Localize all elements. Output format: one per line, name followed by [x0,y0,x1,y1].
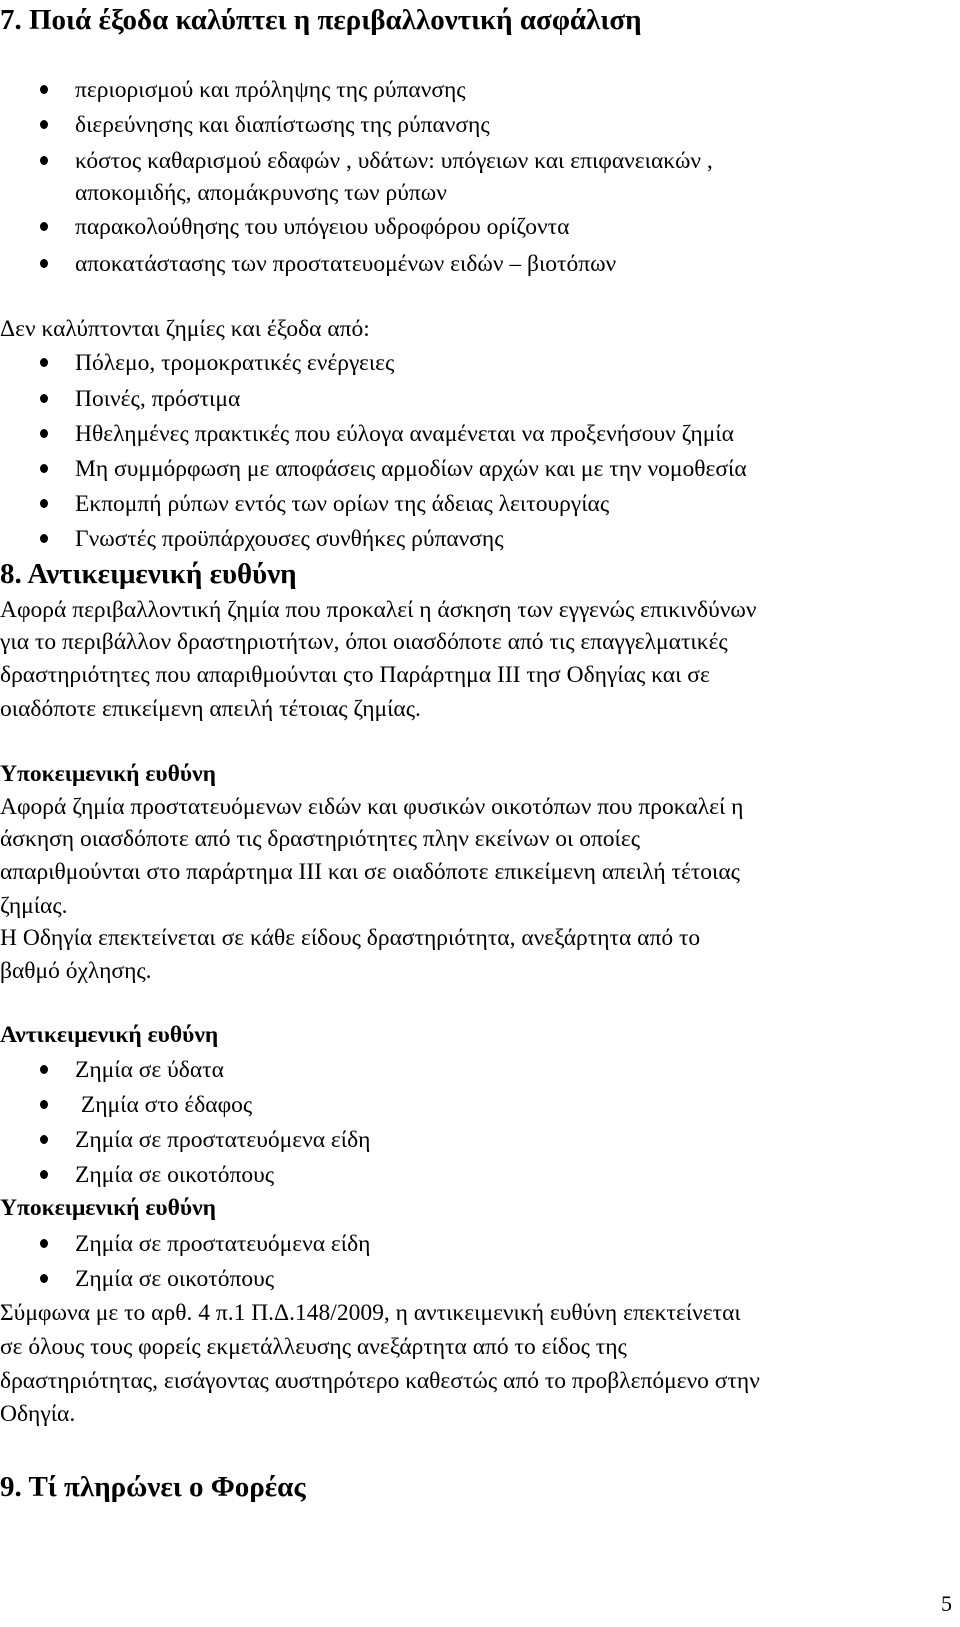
paragraph-line: Η Οδηγία επεκτείνεται σε κάθε είδους δραστηριότητα, ανεξάρτητα από το [0,925,701,951]
exclusions-heading: Δεν καλύπτονται ζημίες και έξοδα από: [0,316,370,342]
paragraph-line: ζημίας. [0,893,68,919]
paragraph-line: δραστηριότητες που απαριθμούνται ςτο Παράρτημα ΙΙΙ τησ Οδηγίας και σε [0,662,710,688]
document-page: 7. Ποιά έξοδα καλύπτει η περιβαλλοντική ασφάλιση περιορισμού και πρόληψης της ρύπανσης διερεύνησης και διαπίστωσης της ρύπανσης κόστος καθαρισμού εδαφών , υδάτων: υπόγειων και επιφανειακών , αποκομιδής, απομάκρυνσης των ρύπων παρακολούθησης του υπόγειου υδροφόρου ορίζοντα αποκατάστασης των προστατευομένων ειδών – βιοτόπων Δεν καλύπτονται ζημίες και έξοδα από: Πόλεμο, τρομοκρατικές ενέργειες Ποινές, πρόστιμα Ηθελημένες πρακτικές που εύλογα αναμένεται να προξενήσουν ζημία Μη συμμόρφωση με αποφάσεις αρμοδίων αρχών και με την νομοθεσία Εκπομπή ρύπων εντός των ορίων της άδειας λειτουργίας Γνωστές προϋπάρχουσες συνθήκες ρύπανσης 8. Αντικειμενική ευθύνη Αφορά περιβαλλοντική ζημία που προκαλεί η άσκηση των εγγενώς επικινδύνων για το περιβάλλον δραστηριοτήτων, όποι οιασδόποτε από τις επαγγελματικές δραστηριότητες που απαριθμούνται ςτο Παράρτημα ΙΙΙ τησ Οδηγίας και σε οιαδόποτε επικείμενη απειλή τέτοιας ζημίας. Υποκειμενική ευθύνη Αφορά ζημία προστατευόμενων ειδών και φυσικών οικοτόπων που προκαλεί η άσκηση οιασδόποτε από τις δραστηριότητες πλην εκείνων οι οποίες απαριθμούνται στο παράρτημα ΙΙΙ και σε οιαδόποτε επικείμενη απειλή τέτοιας ζημίας. Η Οδηγία επεκτείνεται σε κάθε είδους δραστηριότητα, ανεξάρτητα από το βαθμό όχλησης. Αντικειμενική ευθύνη Ζημία σε ύδατα Ζημία στο έδαφος Ζημία σε προστατευόμενα είδη Ζημία σε οικοτόπους Υποκειμενική ευθύνη Ζημία σε προστατευόμενα είδη Ζημία σε οικοτόπους Σύμφωνα με το αρθ. 4 π.1 Π.Δ.148/2009, η αντικειμενική ευθύνη επεκτείνεται σε όλους τους φορείς εκμετάλλευσης ανεξάρτητα από το είδος της δραστηριότητας, εισάγοντας αυστηρότερο καθεστώς από το προβλεπόμενο στην Οδηγία. 9. Τί πληρώνει ο Φορέας 5 [0,4,952,1616]
bullet-icon [40,429,48,438]
bullet-icon [40,259,48,268]
subjective-heading: Υποκειμενική ευθύνη [0,761,216,787]
paragraph-line: σε όλους τους φορείς εκμετάλλευσης ανεξάρτητα από το είδος της [0,1334,627,1360]
paragraph-line: για το περιβάλλον δραστηριοτήτων, όποι οιασδόποτε από τις επαγγελματικές [0,629,728,655]
bullet-icon [40,156,48,165]
paragraph-line: οιαδόποτε επικείμενη απειλή τέτοιας ζημίας. [0,696,421,722]
bullet-icon [40,358,48,367]
paragraph-line: άσκηση οιασδόποτε από τις δραστηριότητες πλην εκείνων οι οποίες [0,826,641,852]
bullet-icon [40,1274,48,1283]
section-7-heading: 7. Ποιά έξοδα καλύπτει η περιβαλλοντική ασφάλιση [0,4,642,36]
bullet-icon [40,85,48,94]
bullet-icon [40,222,48,231]
bullet-icon [40,120,48,129]
paragraph-line: βαθμό όχλησης. [0,958,152,984]
bullet-icon [40,1239,48,1248]
bullet-icon [40,534,48,543]
subjective-list-heading: Υποκειμενική ευθύνη [0,1195,216,1221]
paragraph-line: απαριθμούνται στο παράρτημα ΙΙΙ και σε οιαδόποτε επικείμενη απειλή τέτοιας [0,859,740,885]
paragraph-line: Αφορά περιβαλλοντική ζημία που προκαλεί η άσκηση των εγγενώς επικινδύνων [0,597,757,623]
bullet-icon [40,499,48,508]
bullet-icon [40,1135,48,1144]
page-number: 5 [941,1591,952,1616]
bullet-icon [40,1065,48,1074]
bullet-icon [40,1100,48,1109]
bullet-icon [40,1170,48,1179]
paragraph-line: Οδηγία. [0,1401,76,1427]
paragraph-line: Αφορά ζημία προστατευόμενων ειδών και φυσικών οικοτόπων που προκαλεί η [0,794,744,820]
paragraph-line: Σύμφωνα με το αρθ. 4 π.1 Π.Δ.148/2009, η αντικειμενική ευθύνη επεκτείνεται [0,1300,741,1326]
bullet-icon [40,464,48,473]
bullet-icon [40,394,48,403]
objective-list-heading: Αντικειμενική ευθύνη [0,1022,219,1048]
paragraph-line: δραστηριότητας, εισάγοντας αυστηρότερο καθεστώς από το προβλεπόμενο στην [0,1368,760,1394]
section-8-heading: 8. Αντικειμενική ευθύνη [0,558,297,590]
section-9-heading: 9. Τί πληρώνει ο Φορέας [0,1471,306,1503]
